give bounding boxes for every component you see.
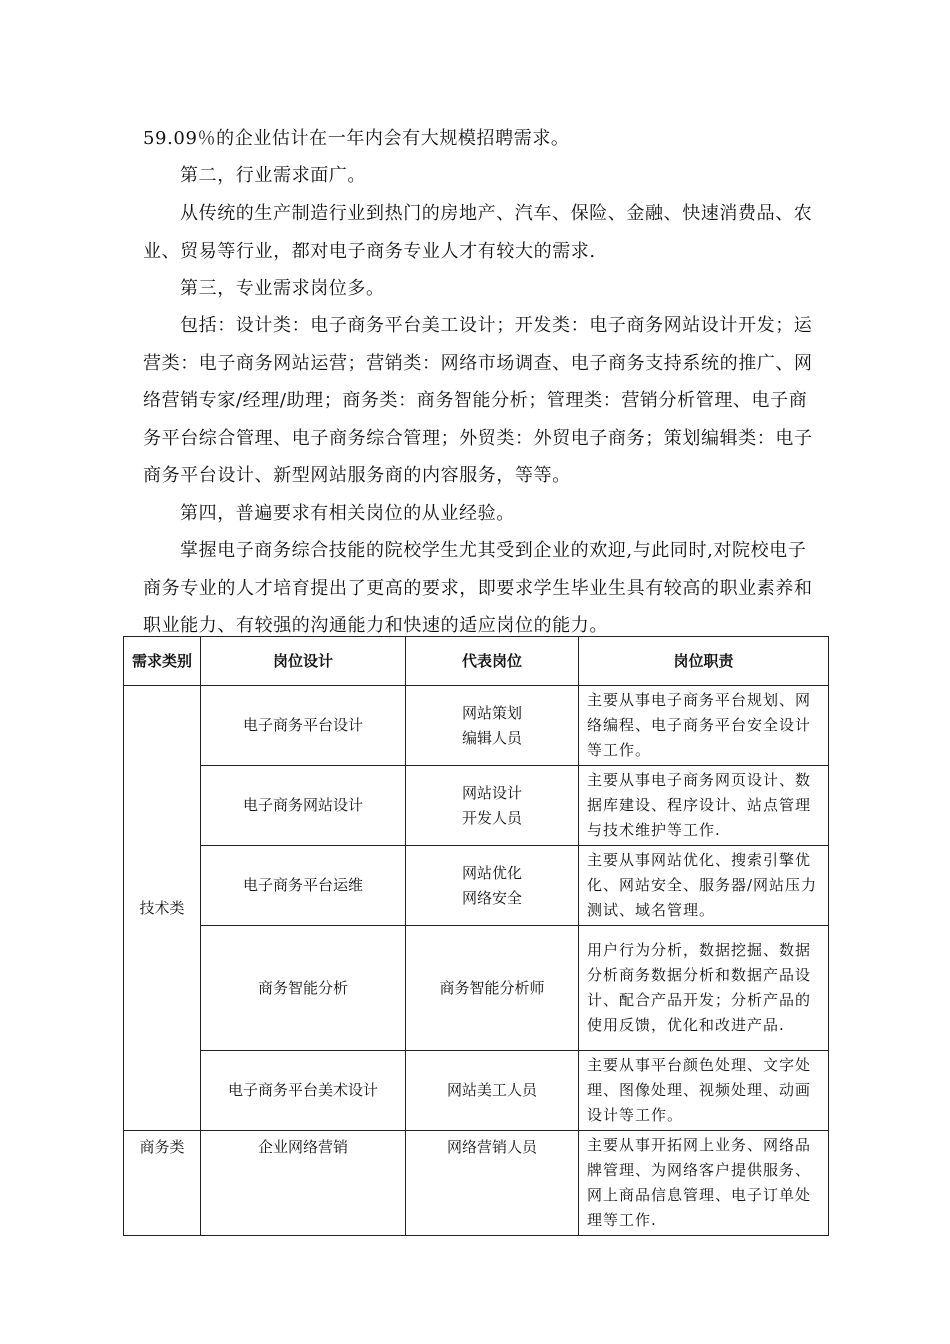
table-row	[124, 1051, 829, 1131]
design-cell: 企业网络营销	[201, 1131, 406, 1236]
position-line: 编辑人员	[461, 728, 522, 747]
paragraph-6: 第四，普遍要求有相关岗位的从业经验。	[180, 503, 515, 524]
paragraph-3: 从传统的生产制造行业到热门的房地产、汽车、保险、金融、快速消费品、农业、贸易等行业，都对电子商务专业人才有较大的需求.	[143, 203, 813, 262]
duty-cell: 主要从事电子商务网页设计、数据库建设、程序设计、站点管理与技术维护等工作.	[579, 766, 829, 846]
position-cell: 网络营销人员	[406, 1131, 579, 1236]
position-cell	[406, 686, 579, 766]
table-row	[124, 1131, 829, 1236]
table-row	[124, 686, 829, 766]
duty-cell: 主要从事开拓网上业务、网络品牌管理、为网络客户提供服务、网上商品信息管理、电子订单处理等工作.	[579, 1131, 829, 1236]
category-cell: 技术类	[124, 686, 201, 1131]
position-line: 网站优化	[461, 863, 522, 882]
design-cell: 商务智能分析	[201, 926, 406, 1051]
position-cell: 商务智能分析师	[406, 926, 579, 1051]
position-line: 网站策划	[461, 703, 522, 722]
paragraph-4: 第三，专业需求岗位多。	[180, 278, 385, 299]
table-header-row	[124, 637, 829, 686]
job-table	[123, 636, 829, 1236]
header-duty: 岗位职责	[579, 637, 829, 686]
duty-cell: 主要从事电子商务平台规划、网络编程、电子商务平台安全设计等工作。	[579, 686, 829, 766]
position-line: 网站设计	[461, 783, 522, 802]
category-cell: 商务类	[124, 1131, 201, 1236]
paragraph-7: 掌握电子商务综合技能的院校学生尤其受到企业的欢迎,与此同时,对院校电子商务专业的人才培育提出了更高的要求，即要求学生毕业生具有较高的职业素养和职业能力、有较强的沟通能力和快速的适应岗位的能力。	[143, 540, 813, 636]
design-cell: 电子商务平台设计	[201, 686, 406, 766]
paragraph-1: 59.09％的企业估计在一年内会有大规模招聘需求。	[143, 128, 570, 149]
position-cell: 网站美工人员	[406, 1051, 579, 1131]
duty-cell: 用户行为分析，数据挖掘、数据分析商务数据分析和数据产品设计、配合产品开发；分析产品的使用反馈，优化和改进产品.	[579, 926, 829, 1051]
position-cell	[406, 766, 579, 846]
design-cell: 电子商务网站设计	[201, 766, 406, 846]
design-cell: 电子商务平台美术设计	[201, 1051, 406, 1131]
position-line: 网络安全	[461, 888, 522, 907]
table-row	[124, 846, 829, 926]
paragraph-5: 包括：设计类：电子商务平台美工设计；开发类：电子商务网站设计开发；运营类：电子商务网站运营；营销类：网络市场调查、电子商务支持系统的推广、网络营销专家/经理/助理；商务类：商务智能分析；管理类：营销分析管理、电子商务平台综合管理、电子商务综合管理；外贸类：外贸电子商务；策划编辑类：电子商务平台设计、新型网站服务商的内容服务，等等。	[143, 315, 813, 486]
table-row	[124, 926, 829, 1051]
position-cell	[406, 846, 579, 926]
duty-cell: 主要从事网站优化、搜索引擎优化、网站安全、服务器/网站压力测试、域名管理。	[579, 846, 829, 926]
header-design: 岗位设计	[201, 637, 406, 686]
header-category: 需求类别	[124, 637, 201, 686]
table-row	[124, 766, 829, 846]
position-line: 开发人员	[461, 808, 522, 827]
header-position: 代表岗位	[406, 637, 579, 686]
duty-cell: 主要从事平台颜色处理、文字处理、图像处理、视频处理、动画设计等工作。	[579, 1051, 829, 1131]
paragraph-2: 第二，行业需求面广。	[180, 165, 366, 186]
design-cell: 电子商务平台运维	[201, 846, 406, 926]
